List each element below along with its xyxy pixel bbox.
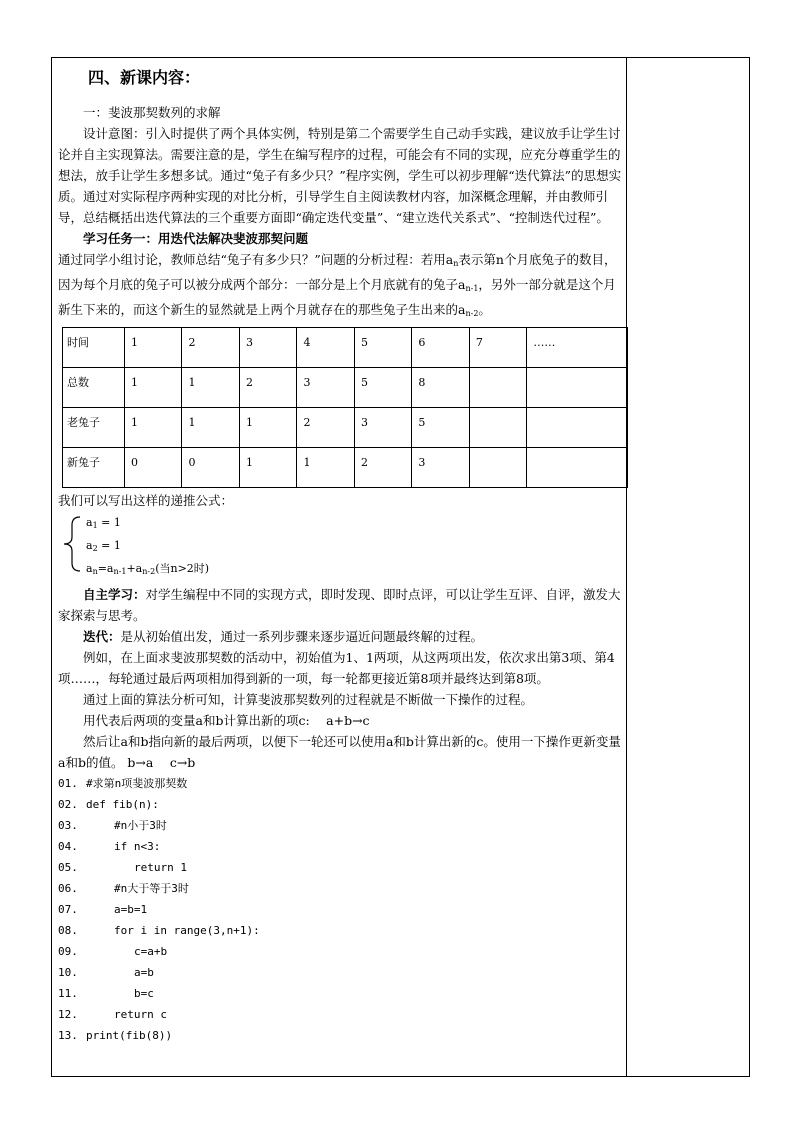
table-cell: 1 [239, 408, 296, 448]
line-number: 12. [58, 1008, 78, 1021]
table-cell: 3 [239, 328, 296, 368]
code-text: return c [114, 1008, 167, 1021]
line-number: 09. [58, 945, 78, 958]
table-row [63, 448, 628, 488]
design-intent: 设计意图：引入时提供了两个具体实例，特别是第二个需要学生自己动手实践，建议放手让学生讨论并自主实现算法。需要注意的是，学生在编写程序的过程，可能会有不同的实现，应充分尊重学生的想法，放手让学生多想多试。通过“兔子有多少只？”程序实例，学生可以初步理解“迭代算法”的思想实质。通过对实际程序两种实现的对比分析，引导学生自主阅读教材内容，加深概念理解，并由教师引导，总结概括出迭代算法的三个重要方面即“确定迭代变量”、“建立迭代关系式”、“控制迭代过程”。 [58, 126, 622, 225]
line-number: 01. [58, 777, 78, 790]
table-cell: 2 [182, 328, 239, 368]
table-row [63, 408, 628, 448]
line-number: 11. [58, 987, 78, 1000]
table-cell: 5 [354, 368, 411, 408]
recurrence-intro: 我们可以写出这样的递推公式： [58, 493, 234, 508]
code-block [58, 773, 624, 1046]
table-cell [527, 448, 628, 488]
code-line [58, 1004, 624, 1025]
recurrence-formula [58, 513, 624, 582]
line-number: 06. [58, 882, 78, 895]
iteration-definition: 迭代：是从初始值出发，通过一系列步骤来逐步逼近问题最终解的过程。 [83, 629, 484, 644]
rabbit-table [62, 327, 628, 488]
table-cell: 2 [239, 368, 296, 408]
table-cell: 3 [297, 368, 354, 408]
code-text: a=b=1 [114, 903, 148, 916]
table-cell: 1 [125, 328, 182, 368]
code-line [58, 941, 624, 962]
table-cell: 1 [182, 408, 239, 448]
table-cell [469, 448, 526, 488]
table-row [63, 328, 628, 368]
code-line [58, 1025, 624, 1046]
table-cell [469, 368, 526, 408]
table-cell [469, 408, 526, 448]
code-line [58, 920, 624, 941]
line-number: 13. [58, 1029, 78, 1042]
formula-line-2: $a_2 = 1$ [86, 539, 121, 553]
row-label: 新兔子 [63, 448, 125, 488]
row-label: 总数 [63, 368, 125, 408]
table-cell: 3 [412, 448, 469, 488]
self-study: 自主学习：对学生编程中不同的实现方式，即时发现、即时点评，可以让学生互评、自评，激发大家探索与思考。 [58, 587, 621, 623]
code-text: print(fib(8)) [86, 1029, 173, 1042]
operation-1: 用代表后两项的变量a和b计算出新的项c: a+b→c [83, 713, 370, 728]
table-cell: 1 [125, 368, 182, 408]
table-cell: 2 [354, 448, 411, 488]
line-number: 10. [58, 966, 78, 979]
line-number: 04. [58, 840, 78, 853]
code-line [58, 857, 624, 878]
column-divider [626, 57, 627, 1077]
table-cell: 6 [412, 328, 469, 368]
code-text: a=b [134, 966, 154, 979]
operation-2: 然后让a和b指向新的最后两项，以便下一轮还可以使用a和b计算出新的c。使用一下操作更新变量a和b的值。 b→a c→b [58, 734, 621, 770]
formula-line-3: $a_n=a_{n-1}+a_{n-2}$(当n>2时) [86, 562, 210, 576]
code-line [58, 773, 624, 794]
table-row [63, 368, 628, 408]
table-cell: 2 [297, 408, 354, 448]
formula-line-1: $a_1 = 1$ [86, 516, 121, 530]
lesson-content [58, 62, 624, 1046]
table-cell: 5 [354, 328, 411, 368]
table-cell: 0 [125, 448, 182, 488]
table-cell: …… [527, 328, 628, 368]
table-cell: 5 [412, 408, 469, 448]
table-cell: 1 [182, 368, 239, 408]
code-line [58, 794, 624, 815]
code-line [58, 815, 624, 836]
left-brace-icon [60, 515, 84, 573]
row-label: 老兔子 [63, 408, 125, 448]
code-text: #求第n项斐波那契数 [86, 777, 188, 790]
table-cell [527, 408, 628, 448]
line-number: 02. [58, 798, 78, 811]
code-text: #n小于3时 [114, 819, 167, 832]
code-text: def fib(n): [86, 798, 159, 811]
line-number: 08. [58, 924, 78, 937]
line-number: 03. [58, 819, 78, 832]
line-number: 07. [58, 903, 78, 916]
task-title: 学习任务一：用迭代法解决斐波那契问题 [83, 231, 309, 246]
table-cell: 7 [469, 328, 526, 368]
table-cell: 1 [239, 448, 296, 488]
section-title: 四、新课内容： [88, 68, 201, 87]
subsection-title: 一：斐波那契数列的求解 [83, 105, 221, 120]
code-line [58, 983, 624, 1004]
code-line [58, 878, 624, 899]
code-text: if n<3: [114, 840, 161, 853]
table-cell: 4 [297, 328, 354, 368]
table-cell: 8 [412, 368, 469, 408]
table-cell: 3 [354, 408, 411, 448]
table-cell: 1 [297, 448, 354, 488]
example-paragraph: 例如，在上面求斐波那契数的活动中，初始值为1、1两项，从这两项出发，依次求出第3项、第4项……，每轮通过最后两项相加得到新的一项，每一轮都更接近第8项并最终达到第8项。 [58, 650, 615, 686]
code-line [58, 962, 624, 983]
code-text: c=a+b [134, 945, 168, 958]
analysis-summary: 通过上面的算法分析可知，计算斐波那契数列的过程就是不断做一下操作的过程。 [83, 692, 534, 707]
code-text: #n大于等于3时 [114, 882, 189, 895]
row-label: 时间 [63, 328, 125, 368]
table-cell: 1 [125, 408, 182, 448]
line-number: 05. [58, 861, 78, 874]
code-text: return 1 [134, 861, 187, 874]
table-cell [527, 368, 628, 408]
table-cell: 0 [182, 448, 239, 488]
code-line [58, 836, 624, 857]
code-text: for i in range(3,n+1): [114, 924, 260, 937]
code-text: b=c [134, 987, 154, 1000]
analysis-paragraph: 通过同学小组讨论，教师总结“兔子有多少只？”问题的分析过程：若用$a_n$表示第n个月底兔子的数目，因为每个月底的兔子可以被分成两个部分：一部分是上个月底就有的兔子$a_{n-1}$，另外一部分就是这个月新生下来的，而这个新生的显然就是上两个月就存在的那些兔子生出来的$a_{n-2}$。 [58, 252, 617, 318]
code-line [58, 899, 624, 920]
